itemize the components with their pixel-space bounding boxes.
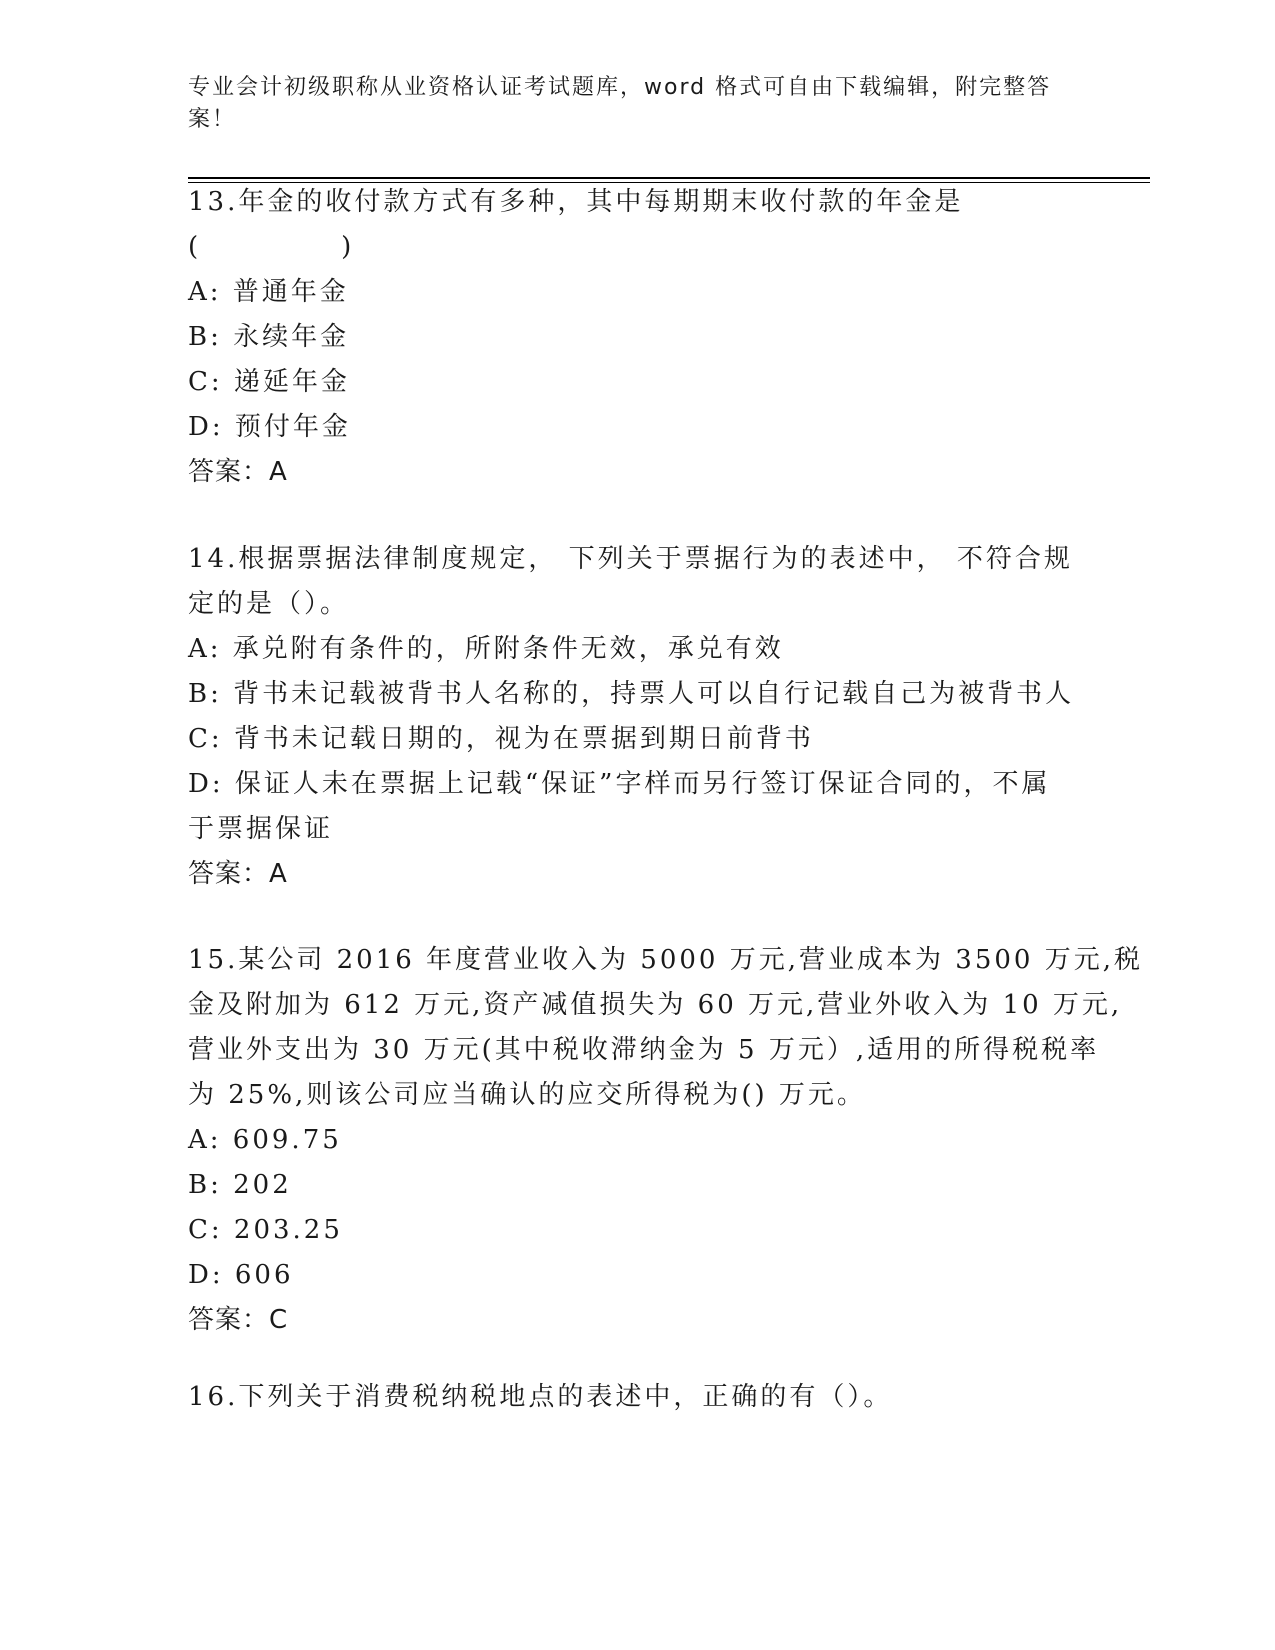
question-stem-line-1: 15.某公司 2016 年度营业收入为 5000 万元,营业成本为 3500 万元,税 [188,945,1143,975]
option-d: D: 预付年金 [188,412,351,442]
question-15 [188,938,1143,1343]
option-b: B: 202 [188,1170,292,1200]
answer-key: 答案：A [188,457,288,487]
answer-key: 答案：C [188,1305,289,1335]
question-16 [188,1375,1068,1420]
question-stem: 16.下列关于消费税纳税地点的表述中，正确的有（）。 [188,1382,893,1412]
option-c: C: 递延年金 [188,367,350,397]
question-stem-line-4: 为 25%,则该公司应当确认的应交所得税为() 万元。 [188,1080,866,1110]
header-note: 专业会计初级职称从业资格认证考试题库，word 格式可自由下载编辑，附完整答案！ [188,75,1052,132]
option-c: C: 203.25 [188,1215,343,1245]
option-d: D: 606 [188,1260,294,1290]
question-13 [188,180,1068,495]
option-b: B: 背书未记载被背书人名称的，持票人可以自行记载自己为被背书人 [188,679,1075,709]
option-d: D: 保证人未在票据上记载“保证”字样而另行签订保证合同的，不属 [188,769,1051,799]
question-stem-line-3: 营业外支出为 30 万元(其中税收滞纳金为 5 万元）,适用的所得税税率 [188,1035,1100,1065]
answer-blank: ( ) [188,232,355,262]
option-d-continued: 于票据保证 [188,814,334,844]
header-rule-thick [188,177,1150,179]
option-a: A: 普通年金 [188,277,349,307]
option-a: A: 609.75 [188,1125,342,1155]
answer-key: 答案：A [188,859,288,889]
question-stem-line-2: 定的是（）。 [188,589,350,619]
question-14 [188,537,1075,897]
question-stem-line-2: 金及附加为 612 万元,资产减值损失为 60 万元,营业外收入为 10 万元, [188,990,1123,1020]
option-b: B: 永续年金 [188,322,350,352]
question-stem-line-1: 14.根据票据法律制度规定， 下列关于票据行为的表述中， 不符合规 [188,544,1073,574]
option-a: A: 承兑附有条件的，所附条件无效，承兑有效 [188,634,784,664]
question-stem: 13.年金的收付款方式有多种，其中每期期末收付款的年金是 [188,187,964,217]
option-c: C: 背书未记载日期的，视为在票据到期日前背书 [188,724,814,754]
